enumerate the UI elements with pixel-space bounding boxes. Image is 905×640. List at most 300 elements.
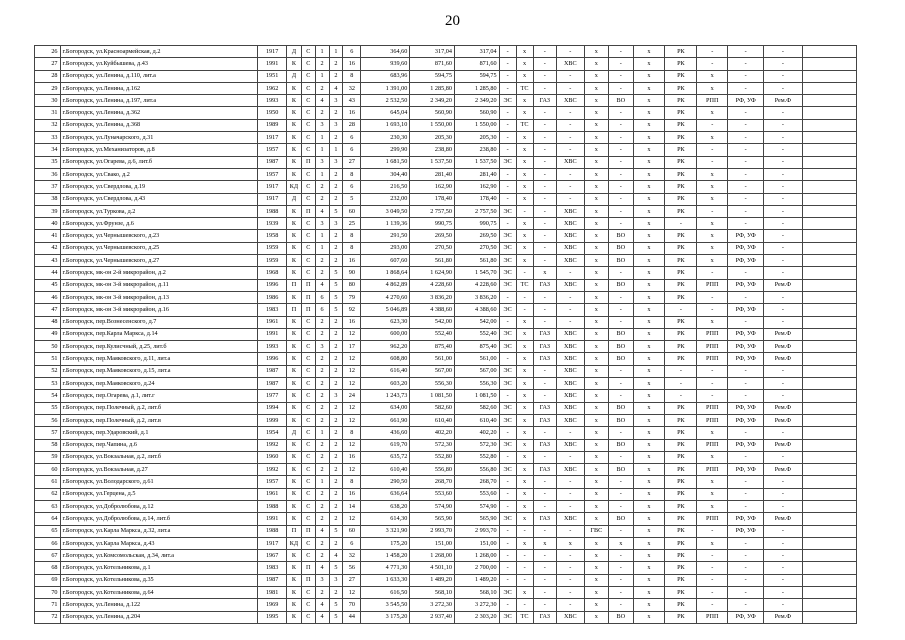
table-cell <box>802 156 856 168</box>
table-cell: - <box>609 378 633 390</box>
table-cell: - <box>697 525 728 537</box>
table-cell <box>802 291 856 303</box>
table-cell: 72 <box>35 611 61 623</box>
table-cell: х <box>633 218 665 230</box>
table-cell: 281,40 <box>410 168 455 180</box>
table-cell: 2 <box>329 353 343 365</box>
table-cell: 12 <box>343 402 361 414</box>
table-cell: - <box>728 378 764 390</box>
table-cell: - <box>764 168 802 180</box>
table-cell: К <box>287 365 302 377</box>
table-cell: 616,40 <box>361 365 410 377</box>
table-cell: Рем.Ф <box>764 353 802 365</box>
table-cell: 556,30 <box>410 378 455 390</box>
table-cell: РК <box>665 353 697 365</box>
table-cell <box>802 611 856 623</box>
table-cell <box>802 255 856 267</box>
table-cell: ХВС <box>556 58 584 70</box>
table-cell: ЭС <box>499 587 516 599</box>
table-cell: г.Богородск, ул.Свердлова, д.19 <box>60 181 258 193</box>
table-cell: 3 <box>315 574 329 586</box>
table-cell: 1 545,70 <box>454 267 499 279</box>
table-cell: 1917 <box>258 46 287 58</box>
table-cell <box>802 144 856 156</box>
table-cell <box>802 107 856 119</box>
table-cell: х <box>633 414 665 426</box>
table-cell: ГАЗ <box>533 611 556 623</box>
table-cell <box>802 279 856 291</box>
table-cell: г.Богородск, ул.Добролюбова, д.14, лит.б <box>60 513 258 525</box>
table-cell: х <box>516 242 533 254</box>
table-cell: - <box>728 427 764 439</box>
table-cell: К <box>287 156 302 168</box>
table-cell: ВО <box>609 328 633 340</box>
table-cell: 293,00 <box>361 242 410 254</box>
table-cell: - <box>697 378 728 390</box>
table-cell: 436,60 <box>361 427 410 439</box>
table-cell: С <box>301 390 315 402</box>
table-cell: х <box>633 476 665 488</box>
table-cell: х <box>516 58 533 70</box>
table-cell: П <box>301 525 315 537</box>
table-cell: - <box>556 476 584 488</box>
table-cell: 2 757,50 <box>410 205 455 217</box>
table-cell: - <box>533 58 556 70</box>
table-cell: - <box>533 70 556 82</box>
table-cell: РК <box>665 611 697 623</box>
table-cell: 6 <box>315 291 329 303</box>
table-cell: 561,00 <box>454 353 499 365</box>
table-cell: х <box>633 611 665 623</box>
table-cell: 205,30 <box>454 132 499 144</box>
table-cell: 1960 <box>258 451 287 463</box>
table-cell: РК <box>665 525 697 537</box>
table-cell: С <box>301 255 315 267</box>
table-cell: - <box>533 119 556 131</box>
table-cell: 291,50 <box>361 230 410 242</box>
table-cell: РФ, УФ <box>728 402 764 414</box>
table-cell: х <box>516 365 533 377</box>
table-cell <box>802 574 856 586</box>
table-cell <box>802 365 856 377</box>
table-cell: - <box>516 205 533 217</box>
table-cell: - <box>556 562 584 574</box>
table-cell: ВО <box>609 611 633 623</box>
table-cell: г.Богородск, ул.Луначарского, д.31 <box>60 132 258 144</box>
table-cell: х <box>516 218 533 230</box>
table-cell: 1 <box>329 144 343 156</box>
table-cell: - <box>764 537 802 549</box>
table-cell: 1994 <box>258 402 287 414</box>
table-cell: - <box>764 267 802 279</box>
table-cell: - <box>556 193 584 205</box>
table-cell: 568,10 <box>454 587 499 599</box>
table-cell: - <box>556 168 584 180</box>
table-cell: КД <box>287 181 302 193</box>
table-cell: РФ, УФ <box>728 464 764 476</box>
table-cell: 232,00 <box>361 193 410 205</box>
table-cell <box>802 414 856 426</box>
table-cell: х <box>516 427 533 439</box>
table-cell: Рем.Ф <box>764 95 802 107</box>
table-cell: 39 <box>35 205 61 217</box>
table-cell: К <box>287 587 302 599</box>
table-cell: 2 <box>329 193 343 205</box>
table-cell: 2 <box>329 414 343 426</box>
table-cell: - <box>556 451 584 463</box>
table-cell: ГАЗ <box>533 353 556 365</box>
table-cell: КД <box>287 537 302 549</box>
table-cell: 552,80 <box>410 451 455 463</box>
table-cell: ВО <box>609 341 633 353</box>
table-cell: х <box>584 537 608 549</box>
table-cell: х <box>584 70 608 82</box>
table-cell: 38 <box>35 193 61 205</box>
table-cell: 70 <box>35 587 61 599</box>
table-cell: - <box>609 144 633 156</box>
table-cell: С <box>301 46 315 58</box>
table-cell: К <box>287 611 302 623</box>
table-cell: 2 <box>329 464 343 476</box>
table-cell: - <box>533 500 556 512</box>
table-cell: - <box>764 488 802 500</box>
table-cell: - <box>764 525 802 537</box>
table-cell: 1 <box>315 70 329 82</box>
table-cell: РФ, УФ <box>728 230 764 242</box>
table-cell: - <box>609 304 633 316</box>
table-cell: 1 <box>315 230 329 242</box>
table-cell: ЭС <box>499 365 516 377</box>
table-cell: г.Богородск, ул.Ленина, д.368 <box>60 119 258 131</box>
table-row <box>35 107 857 119</box>
table-cell: х <box>697 168 728 180</box>
table-cell: - <box>533 242 556 254</box>
table-cell: х <box>584 365 608 377</box>
table-cell: 60 <box>35 464 61 476</box>
table-cell: 1 537,50 <box>454 156 499 168</box>
table-cell: П <box>301 304 315 316</box>
table-cell: 3 <box>329 390 343 402</box>
table-cell: 46 <box>35 291 61 303</box>
table-cell: 281,40 <box>454 168 499 180</box>
table-cell: 50 <box>35 341 61 353</box>
table-cell: 5 <box>329 304 343 316</box>
table-cell: - <box>499 46 516 58</box>
table-cell: 2 700,00 <box>454 562 499 574</box>
table-cell: С <box>301 181 315 193</box>
table-cell: П <box>287 304 302 316</box>
table-cell: 2 <box>315 390 329 402</box>
table-cell: РФ, УФ <box>728 439 764 451</box>
table-cell: х <box>584 279 608 291</box>
table-cell: 634,00 <box>361 402 410 414</box>
table-cell: 4 <box>315 95 329 107</box>
table-cell: РК <box>665 550 697 562</box>
table-cell: - <box>499 550 516 562</box>
table-cell: - <box>609 107 633 119</box>
table-cell <box>802 427 856 439</box>
table-cell: х <box>516 587 533 599</box>
table-cell: г.Богородск, ул.Куйбышева, д.43 <box>60 58 258 70</box>
table-cell: х <box>584 95 608 107</box>
table-cell: РПП <box>697 95 728 107</box>
table-cell: х <box>516 193 533 205</box>
table-cell: х <box>697 107 728 119</box>
table-cell: г.Богородск, ул.Механизаторов, д.8 <box>60 144 258 156</box>
table-cell: х <box>533 267 556 279</box>
table-cell: 1996 <box>258 353 287 365</box>
table-cell: 12 <box>343 414 361 426</box>
table-cell: - <box>499 119 516 131</box>
table-cell: 6 <box>343 132 361 144</box>
table-cell: 34 <box>35 144 61 156</box>
table-cell: 619,70 <box>361 439 410 451</box>
table-row <box>35 168 857 180</box>
table-cell: 5 <box>343 193 361 205</box>
table-cell <box>802 218 856 230</box>
table-cell <box>802 58 856 70</box>
table-cell: х <box>584 255 608 267</box>
table-cell: ХВС <box>556 156 584 168</box>
table-cell <box>802 205 856 217</box>
table-cell: 90 <box>343 267 361 279</box>
table-cell: 12 <box>343 378 361 390</box>
table-cell: 3 <box>315 341 329 353</box>
table-cell: г.Богородск, пер.Ударовский, д.1 <box>60 427 258 439</box>
table-cell: г.Богородск, пер.Маяковского, д.11, лит.а <box>60 353 258 365</box>
table-cell: 4 501,10 <box>410 562 455 574</box>
table-cell: 2 937,40 <box>410 611 455 623</box>
table-cell: х <box>584 476 608 488</box>
table-cell: ХВС <box>556 513 584 525</box>
table-cell: 1983 <box>258 304 287 316</box>
table-cell: х <box>584 500 608 512</box>
table-cell: х <box>633 599 665 611</box>
table-cell: ЭС <box>499 205 516 217</box>
table-cell: - <box>609 218 633 230</box>
table-cell: - <box>533 562 556 574</box>
table-cell: К <box>287 144 302 156</box>
table-cell: - <box>533 193 556 205</box>
table-cell: 2 <box>315 439 329 451</box>
table-cell: 607,60 <box>361 255 410 267</box>
table-cell: - <box>764 291 802 303</box>
table-cell: - <box>516 291 533 303</box>
table-cell: - <box>764 574 802 586</box>
table-cell: К <box>287 513 302 525</box>
table-cell: 56 <box>35 414 61 426</box>
table-cell: 175,20 <box>361 537 410 549</box>
table-cell: К <box>287 500 302 512</box>
table-cell: 37 <box>35 181 61 193</box>
table-cell: РК <box>665 279 697 291</box>
table-cell: г.Богородск, пер.Маяковского, д.24 <box>60 378 258 390</box>
table-cell: х <box>633 255 665 267</box>
table-cell: РК <box>665 58 697 70</box>
table-cell: х <box>633 144 665 156</box>
table-cell: 962,20 <box>361 341 410 353</box>
table-cell <box>802 537 856 549</box>
table-cell: 3 175,20 <box>361 611 410 623</box>
table-cell: 1 285,80 <box>454 82 499 94</box>
table-cell: х <box>697 70 728 82</box>
table-cell: 14 <box>343 500 361 512</box>
table-cell: 2 <box>315 451 329 463</box>
table-cell: х <box>584 513 608 525</box>
table-cell: - <box>609 451 633 463</box>
table-cell: К <box>287 291 302 303</box>
table-cell: ХВС <box>556 464 584 476</box>
table-cell: х <box>584 230 608 242</box>
table-cell: х <box>633 46 665 58</box>
table-cell: С <box>301 341 315 353</box>
table-cell: С <box>301 587 315 599</box>
table-cell: Рем.Ф <box>764 328 802 340</box>
table-cell: 270,50 <box>454 242 499 254</box>
table-cell: - <box>665 390 697 402</box>
table-cell: 1959 <box>258 255 287 267</box>
table-cell: х <box>584 82 608 94</box>
table-cell: 608,80 <box>361 353 410 365</box>
table-cell: 4 228,60 <box>454 279 499 291</box>
table-cell: 402,20 <box>410 427 455 439</box>
table-cell: 4 <box>315 562 329 574</box>
table-cell: С <box>301 328 315 340</box>
table-cell: х <box>584 46 608 58</box>
table-cell: - <box>728 574 764 586</box>
table-cell: - <box>516 304 533 316</box>
table-cell: х <box>584 353 608 365</box>
table-cell: - <box>728 599 764 611</box>
table-cell: РК <box>665 156 697 168</box>
table-cell: 560,90 <box>410 107 455 119</box>
table-row <box>35 562 857 574</box>
table-cell: ХВС <box>556 205 584 217</box>
table-cell: 61 <box>35 476 61 488</box>
table-cell: 79 <box>343 291 361 303</box>
table-cell: х <box>584 439 608 451</box>
table-cell: - <box>764 476 802 488</box>
table-cell: - <box>764 58 802 70</box>
table-cell: х <box>516 353 533 365</box>
table-cell: х <box>633 587 665 599</box>
table-cell: 1 537,50 <box>410 156 455 168</box>
table-cell: 268,70 <box>454 476 499 488</box>
table-cell: 2 <box>329 365 343 377</box>
table-cell: К <box>287 107 302 119</box>
table-cell: г.Богородск, ул.Ленина, д.197, лит.а <box>60 95 258 107</box>
table-cell: - <box>697 205 728 217</box>
table-cell: ГАЗ <box>533 513 556 525</box>
table-cell: С <box>301 316 315 328</box>
table-cell: - <box>728 291 764 303</box>
table-cell <box>802 181 856 193</box>
table-cell: х <box>633 562 665 574</box>
table-cell: - <box>665 378 697 390</box>
table-cell: 63 <box>35 500 61 512</box>
table-cell: ЭС <box>499 255 516 267</box>
table-cell: 1992 <box>258 439 287 451</box>
table-cell: - <box>609 587 633 599</box>
table-cell: 1 458,20 <box>361 550 410 562</box>
table-cell: - <box>499 488 516 500</box>
table-cell: г.Богородск, пер.Маяковского, д.15, лит.а <box>60 365 258 377</box>
table-cell: - <box>499 218 516 230</box>
table-cell: 2 <box>315 414 329 426</box>
table-cell: - <box>499 427 516 439</box>
table-cell: г.Богородск, мк-он 3-й микрорайон, д.11 <box>60 279 258 291</box>
table-cell: ХВС <box>556 279 584 291</box>
table-cell: - <box>609 168 633 180</box>
table-cell: х <box>584 414 608 426</box>
table-cell: 1968 <box>258 267 287 279</box>
table-cell: 25 <box>343 218 361 230</box>
table-cell: - <box>764 500 802 512</box>
table-cell: 2 <box>329 58 343 70</box>
table-cell: 574,90 <box>410 500 455 512</box>
table-cell: 565,90 <box>454 513 499 525</box>
table-cell: г.Богородск, ул.Вокзальная, д.27 <box>60 464 258 476</box>
table-cell: - <box>499 500 516 512</box>
table-cell: 2 <box>329 402 343 414</box>
table-cell: х <box>584 205 608 217</box>
table-cell: 610,40 <box>361 464 410 476</box>
table-cell: 56 <box>343 562 361 574</box>
table-cell: - <box>499 599 516 611</box>
table-cell: ГАЗ <box>533 95 556 107</box>
table-cell: - <box>697 599 728 611</box>
table-cell: 32 <box>343 82 361 94</box>
table-cell: х <box>516 181 533 193</box>
table-cell: - <box>728 267 764 279</box>
table-cell: 567,00 <box>410 365 455 377</box>
table-cell: - <box>556 587 584 599</box>
table-cell: ВО <box>609 230 633 242</box>
table-cell: 871,60 <box>410 58 455 70</box>
table-cell <box>802 525 856 537</box>
table-cell: 556,30 <box>454 378 499 390</box>
table-cell: - <box>556 304 584 316</box>
table-cell: - <box>764 304 802 316</box>
table-cell: х <box>516 107 533 119</box>
table-cell: г.Богородск, ул.Туркова, д.2 <box>60 205 258 217</box>
table-cell: х <box>633 316 665 328</box>
table-row <box>35 193 857 205</box>
table-cell: - <box>764 107 802 119</box>
table-cell: х <box>516 328 533 340</box>
table-cell: 2 <box>329 230 343 242</box>
table-cell: 44 <box>35 267 61 279</box>
table-cell: РПП <box>697 439 728 451</box>
table-cell: 2 <box>329 439 343 451</box>
table-cell: 875,40 <box>410 341 455 353</box>
table-cell: - <box>499 70 516 82</box>
table-cell <box>802 587 856 599</box>
table-cell: 553,60 <box>410 488 455 500</box>
table-cell: х <box>584 168 608 180</box>
table-cell: 216,50 <box>361 181 410 193</box>
table-cell: 1983 <box>258 562 287 574</box>
table-row <box>35 414 857 426</box>
table-cell: К <box>287 119 302 131</box>
table-cell: 1 268,00 <box>410 550 455 562</box>
table-cell: 1991 <box>258 58 287 70</box>
table-cell: ЭС <box>499 378 516 390</box>
table-cell: - <box>764 70 802 82</box>
table-cell: 24 <box>343 390 361 402</box>
table-cell: 2 <box>315 550 329 562</box>
table-cell: ВО <box>609 279 633 291</box>
